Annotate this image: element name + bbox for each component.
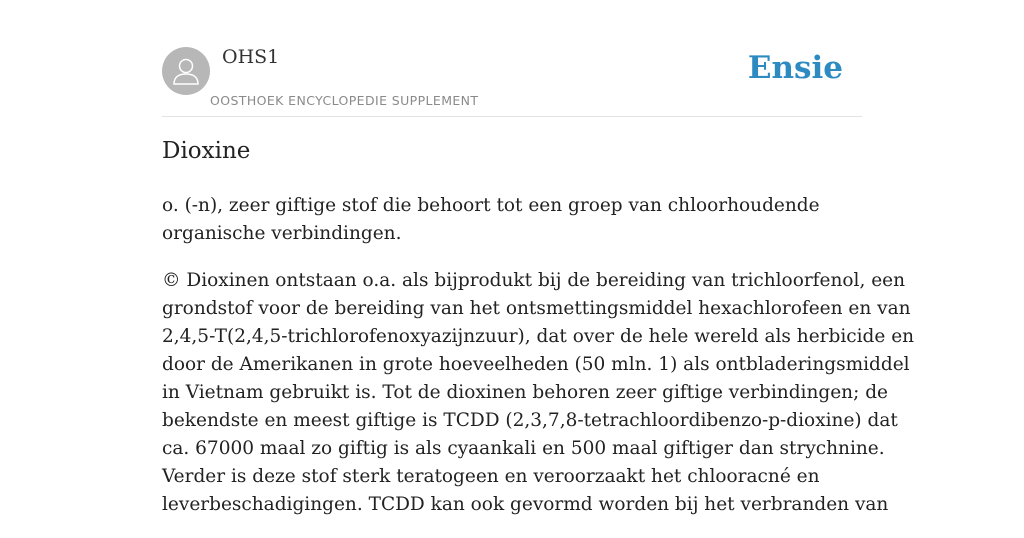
- avatar[interactable]: [162, 47, 210, 95]
- text-line: o. (-n), zeer giftige stof die behoort tot een groep van chloorhoudende: [162, 195, 820, 216]
- text-line: in Vietnam gebruikt is. Tot de dioxinen behoren zeer giftige verbindingen; de: [162, 382, 888, 403]
- site-logo[interactable]: Ensie: [747, 50, 843, 86]
- article-body: [162, 192, 915, 538]
- text-line: door de Amerikanen in grote hoeveelheden (50 mln. 1) als ontbladeringsmiddel: [162, 354, 910, 375]
- text-line: leverbeschadigingen. TCDD kan ook gevormd worden bij het verbranden van: [162, 494, 889, 515]
- paragraph-definition: [162, 192, 862, 248]
- source-label[interactable]: OOSTHOEK ENCYCLOPEDIE SUPPLEMENT: [210, 93, 479, 108]
- author-name[interactable]: OHS1: [222, 46, 280, 68]
- text-line: bekendste en meest giftige is TCDD (2,3,7,8-tetrachloordibenzo-p-dioxine) dat: [162, 410, 898, 431]
- user-icon: [162, 47, 210, 95]
- text-line: organische verbindingen.: [162, 223, 402, 244]
- text-line: 2,4,5-T(2,4,5-trichlorofenoxyazijnzuur), dat over de hele wereld als herbicide en: [162, 326, 915, 347]
- text-line: grondstof voor de bereiding van het ontsmettingsmiddel hexachlorofeen en van: [162, 298, 911, 319]
- paragraph-description: [162, 267, 915, 519]
- text-line: Verder is deze stof sterk teratogeen en veroorzaakt het chlooracné en: [162, 466, 820, 487]
- text-line: ca. 67000 maal zo giftig is als cyaankali en 500 maal giftiger dan strychnine.: [162, 438, 885, 459]
- entry-header: [162, 0, 862, 117]
- text-line: © Dioxinen ontstaan o.a. als bijprodukt bij de bereiding van trichloorfenol, een: [162, 270, 906, 291]
- page-title: Dioxine: [162, 138, 251, 164]
- entry-page: [162, 0, 915, 515]
